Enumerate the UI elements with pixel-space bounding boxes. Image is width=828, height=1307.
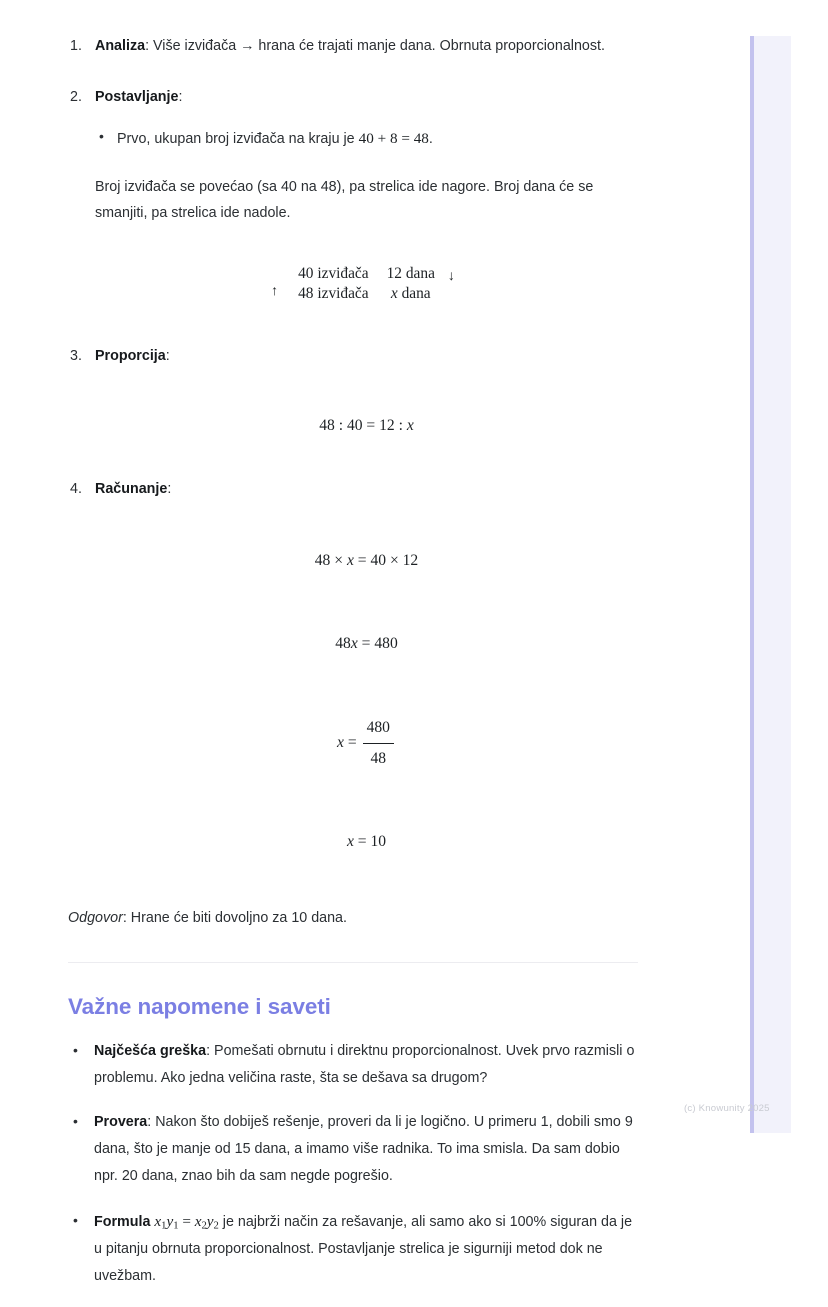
diagram-cell-scouts-before: 40 izviđača xyxy=(298,265,369,283)
equation-simplified xyxy=(95,630,638,658)
step-text xyxy=(95,34,638,59)
explanation-paragraph: Broj izviđača se povećao (sa 40 na 48), pa strelica ide nagore. Broj dana će se smanjiti, pa strelica ide nadole. xyxy=(95,179,594,222)
step-label: Analiza xyxy=(95,38,146,54)
formula-x2: x xyxy=(194,1212,202,1230)
bullet-prefix: Prvo, ukupan broj izviđača na kraju je xyxy=(117,130,359,147)
step-number: 2. xyxy=(70,89,82,106)
diagram-cell-days-before: 12 dana xyxy=(386,265,435,283)
step-item-proporcija xyxy=(68,344,638,440)
step-text xyxy=(95,344,638,369)
variable-x: x xyxy=(406,417,414,435)
variable-x: x xyxy=(337,733,344,751)
formula-equals: = xyxy=(178,1212,195,1230)
step-label: Proporcija xyxy=(95,347,166,364)
eq-part: 48 × xyxy=(314,552,347,570)
equation-cross-multiply xyxy=(95,547,638,575)
step-item-postavljanje xyxy=(68,85,638,303)
step-number: 3. xyxy=(70,347,82,364)
step-body: : Više izviđača → hrana će trajati manje dana. Obrnuta proporcionalnost. xyxy=(145,38,605,54)
variable-x: x xyxy=(346,552,354,570)
list-item-formula xyxy=(68,1208,638,1290)
tips-list xyxy=(68,1038,638,1290)
tip-label: Formula xyxy=(94,1213,151,1230)
formula-sub-2b: 2 xyxy=(213,1219,219,1231)
tip-text: : Pomešati obrnutu i direktnu proporcionalnost. Uvek prvo razmisli o problemu. Ako jedna veličina raste, šta se dešava sa drugom? xyxy=(94,1042,635,1086)
sub-bullet-list xyxy=(95,125,638,152)
formula-sub-1b: 1 xyxy=(173,1219,179,1231)
unit-label: dana xyxy=(397,285,431,303)
table-row xyxy=(289,264,444,284)
section-divider xyxy=(68,962,638,963)
list-item xyxy=(95,125,638,152)
variable-x: x xyxy=(390,285,398,303)
copyright-watermark: (c) Knowunity 2025 xyxy=(684,1103,770,1114)
tip-text: : Nakon što dobiješ rešenje, proveri da li je logično. U primeru 1, dobili smo 9 dana, što je manje od 15 dana, a imamo više radnika. To ima smisla. Da sam dobio npr. 20 dana, znao bih da sam negde pogrešio. xyxy=(94,1114,633,1184)
formula-x1: x xyxy=(154,1212,162,1230)
answer-text: : Hrane će biti dovoljno za 10 dana. xyxy=(122,910,347,927)
document-body xyxy=(68,0,638,1307)
up-arrow-icon: ↑ xyxy=(271,283,279,299)
page-title: Važne napomene i saveti xyxy=(68,993,331,1019)
inline-formula xyxy=(154,1213,218,1230)
equation-result xyxy=(95,828,638,856)
list-item-najcesca-greska xyxy=(68,1038,638,1091)
tip-label: Najčešća greška xyxy=(94,1042,207,1059)
equation-proportion: 48 : 40 = 12 : x xyxy=(319,417,414,435)
fraction xyxy=(363,714,394,773)
down-arrow-icon: ↓ xyxy=(447,269,455,285)
formula-sub-2: 2 xyxy=(201,1219,207,1231)
tip-text: je najbrži način za rešavanje, ali samo ako si 100% siguran da je u pitanju obrnuta proporcionalnost. Postavljanje strelica je sigurniji metod dok ne uvežbam. xyxy=(94,1213,633,1284)
solution-steps-list xyxy=(68,34,638,902)
variable-x: x xyxy=(350,635,358,653)
step-number: 1. xyxy=(70,38,82,54)
answer-line xyxy=(68,902,638,932)
scrollbar-thumb[interactable] xyxy=(750,36,754,1133)
formula-sub-1: 1 xyxy=(161,1219,167,1231)
diagram-cell-scouts-after: 48 izviđača xyxy=(298,285,369,303)
bullet-suffix: . xyxy=(428,130,433,147)
step-number: 4. xyxy=(70,480,82,497)
list-item-provera xyxy=(68,1109,638,1189)
eq-part: = 480 xyxy=(357,635,398,653)
eq-part: = xyxy=(343,733,361,751)
step-body: : xyxy=(178,89,183,106)
diagram-table xyxy=(289,264,444,303)
step-body: : xyxy=(165,347,170,364)
answer-label: Odgovor xyxy=(68,910,123,927)
step-label: Postavljanje xyxy=(95,89,179,106)
fraction-numerator: 480 xyxy=(366,718,390,736)
formula-y2: y xyxy=(206,1212,214,1230)
equation-fraction xyxy=(95,714,638,773)
step-text xyxy=(95,85,638,110)
eq-part: 48 xyxy=(335,635,351,653)
diagram-cell-days-after xyxy=(378,284,444,304)
vertical-scrollbar[interactable] xyxy=(750,36,791,1133)
tip-label: Provera xyxy=(94,1114,148,1131)
fraction-denominator: 48 xyxy=(363,743,394,773)
formula-y1: y xyxy=(166,1212,174,1230)
step-label: Računanje xyxy=(95,480,168,497)
inline-math: 40 + 8 = 48 xyxy=(358,129,429,147)
variable-x: x xyxy=(346,833,354,851)
eq-part: = 10 xyxy=(353,833,387,851)
proportion-arrow-diagram xyxy=(95,264,638,303)
step-text xyxy=(95,477,638,502)
step-body: : xyxy=(167,480,172,497)
step-item-analiza xyxy=(68,34,638,59)
table-row xyxy=(289,284,444,304)
step-item-racunanje xyxy=(68,466,638,902)
eq-part: = 40 × 12 xyxy=(353,552,419,570)
